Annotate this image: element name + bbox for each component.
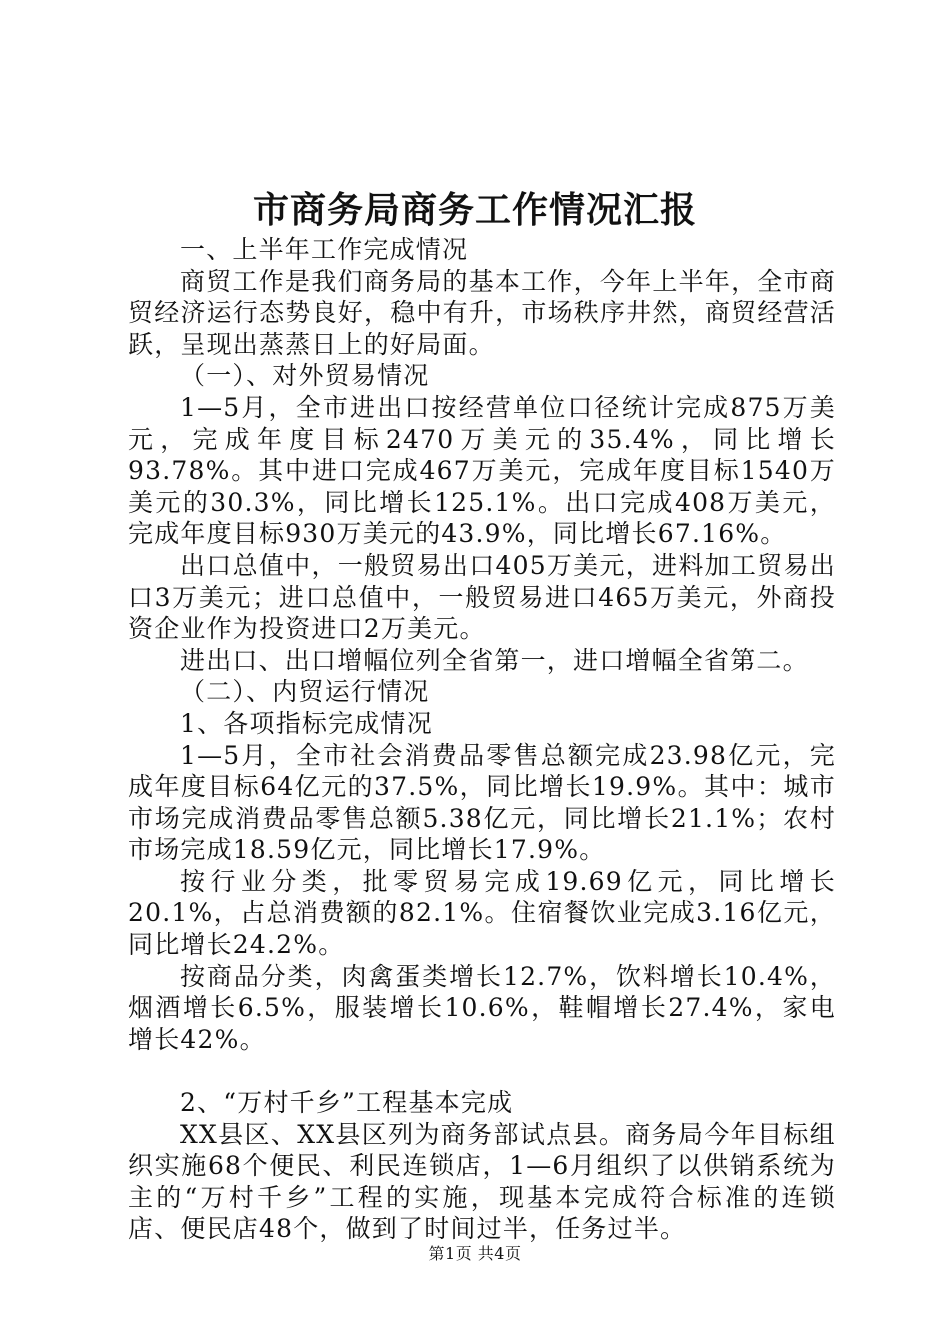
paragraph-by-industry: 按行业分类，批零贸易完成19.69亿元，同比增长20.1%，占总消费额的82.1%。住宿餐饮业完成3.16亿元，同比增长24.2%。 <box>128 866 836 960</box>
blank-line <box>128 1055 836 1087</box>
section-heading-first-half: 一、上半年工作完成情况 <box>180 235 469 264</box>
document-title: 市商务局商务工作情况汇报 <box>252 189 697 231</box>
subheading-domestic-trade: （二）、内贸运行情况 <box>180 677 430 707</box>
paragraph-province-ranking: 进出口、出口增幅位列全省第一，进口增幅全省第二。 <box>180 645 809 675</box>
paragraph-overview: 商贸工作是我们商务局的基本工作，今年上半年，全市商贸经济运行态势良好，稳中有升，市场秩序井然，商贸经营活跃，呈现出蒸蒸日上的好局面。 <box>128 266 836 359</box>
paragraph-village-project: XX县区、XX县区列为商务部试点县。商务局今年目标组织实施68个便民、利民连锁店，1—6月组织了以供销系统为主的“万村千乡”工程的实施，现基本完成符合标准的连锁店、便民店48个，做到了时间过半，任务过半。 <box>128 1119 836 1244</box>
paragraph-retail-sales: 1—5月，全市社会消费品零售总额完成23.98亿元，完成年度目标64亿元的37.5%，同比增长19.9%。其中：城市市场完成消费品零售总额5.38亿元，同比增长21.1%；农村市场完成18.59亿元，同比增长17.9%。 <box>128 740 836 865</box>
paragraph-by-commodity: 按商品分类，肉禽蛋类增长12.7%，饮料增长10.4%，烟酒增长6.5%，服装增长10.6%，鞋帽增长27.4%，家电增长42%。 <box>128 961 836 1054</box>
paragraph-import-export: 1—5月，全市进出口按经营单位口径统计完成875万美元，完成年度目标2470万美元的35.4%，同比增长93.78%。其中进口完成467万美元，完成年度目标1540万美元的30.3%，同比增长125.1%。出口完成408万美元，完成年度目标930万美元的43.9%，同比增长67.16%。 <box>128 392 836 549</box>
subheading-foreign-trade: （一）、对外贸易情况 <box>180 361 430 391</box>
subheading-village-project: 2、“万村千乡”工程基本完成 <box>180 1088 514 1118</box>
subheading-indicators: 1、各项指标完成情况 <box>180 708 433 738</box>
paragraph-trade-breakdown: 出口总值中，一般贸易出口405万美元，进料加工贸易出口3万美元；进口总值中，一般贸易进口465万美元，外商投资企业作为投资进口2万美元。 <box>128 550 836 644</box>
page-footer: 第1页 共4页 <box>428 1244 522 1263</box>
document-body <box>128 234 836 1245</box>
